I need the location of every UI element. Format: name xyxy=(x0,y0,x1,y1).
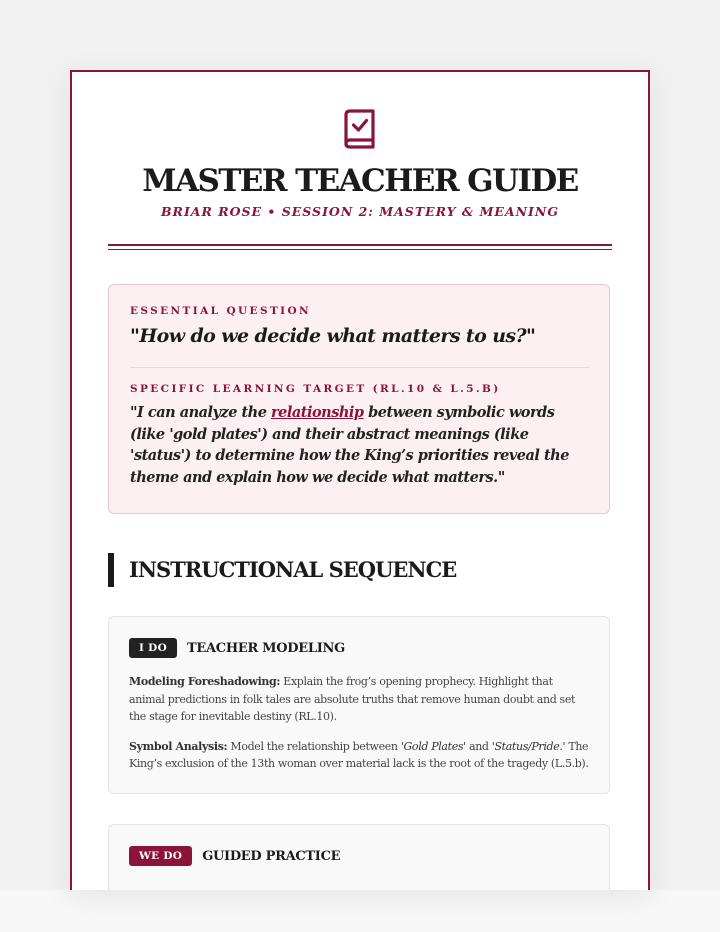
symbol-analysis-paragraph xyxy=(129,738,589,773)
page-background-band xyxy=(0,890,720,932)
symbol-analysis-text-c: The King’s exclusion of the 13th woman over material lack is the root of the tragedy (L.5.b). xyxy=(129,739,589,770)
symbol-analysis-text-b: and xyxy=(465,739,492,753)
we-do-card xyxy=(108,824,610,890)
essential-question-label: ESSENTIAL QUESTION xyxy=(130,305,312,317)
page-title: MASTER TEACHER GUIDE xyxy=(142,163,578,199)
header-divider xyxy=(108,244,612,250)
page-subtitle: BRIAR ROSE • SESSION 2: MASTERY & MEANING xyxy=(160,204,560,219)
we-do-card-header xyxy=(129,845,589,867)
modeling-foreshadowing-lead: Modeling Foreshadowing: xyxy=(129,675,281,688)
symbol-analysis-text-a: Model the relationship between xyxy=(227,739,401,753)
i-do-badge: I DO xyxy=(129,638,177,658)
i-do-title: TEACHER MODELING xyxy=(187,640,345,656)
book-check-icon xyxy=(342,108,378,150)
essential-question-box xyxy=(108,284,610,514)
we-do-title: GUIDED PRACTICE xyxy=(202,848,341,864)
guide-header xyxy=(72,108,648,219)
essential-box-divider xyxy=(130,367,589,368)
i-do-card xyxy=(108,616,610,794)
instructional-sequence-heading: INSTRUCTIONAL SEQUENCE xyxy=(108,553,456,587)
essential-question-text: "How do we decide what matters to us?" xyxy=(130,325,536,347)
relationship-highlight: relationship xyxy=(271,404,364,421)
modeling-foreshadowing-text: Explain the frog’s opening prophecy. Highlight that animal predictions in folk tales are absolute truths that remove human doubt and set the stage for inevitable destiny (RL.10). xyxy=(129,675,576,723)
status-pride-term: 'Status/Pride.' xyxy=(491,739,566,753)
learning-target-text-end: between symbolic words (like 'gold plates') and their abstract meanings (like 'status') to determine how the King’s priorities reveal the theme and explain how we decide what matters." xyxy=(130,404,569,486)
guide-page xyxy=(70,70,650,890)
gold-plates-term: 'Gold Plates' xyxy=(400,739,466,753)
i-do-card-header xyxy=(129,637,589,659)
symbol-analysis-lead: Symbol Analysis: xyxy=(129,739,228,753)
modeling-foreshadowing-paragraph xyxy=(129,673,589,726)
learning-target-label: SPECIFIC LEARNING TARGET (RL.10 & L.5.B) xyxy=(130,383,501,395)
learning-target-text-start: "I can analyze the xyxy=(130,404,271,421)
learning-target-text xyxy=(130,402,589,488)
we-do-badge: WE DO xyxy=(129,846,192,866)
